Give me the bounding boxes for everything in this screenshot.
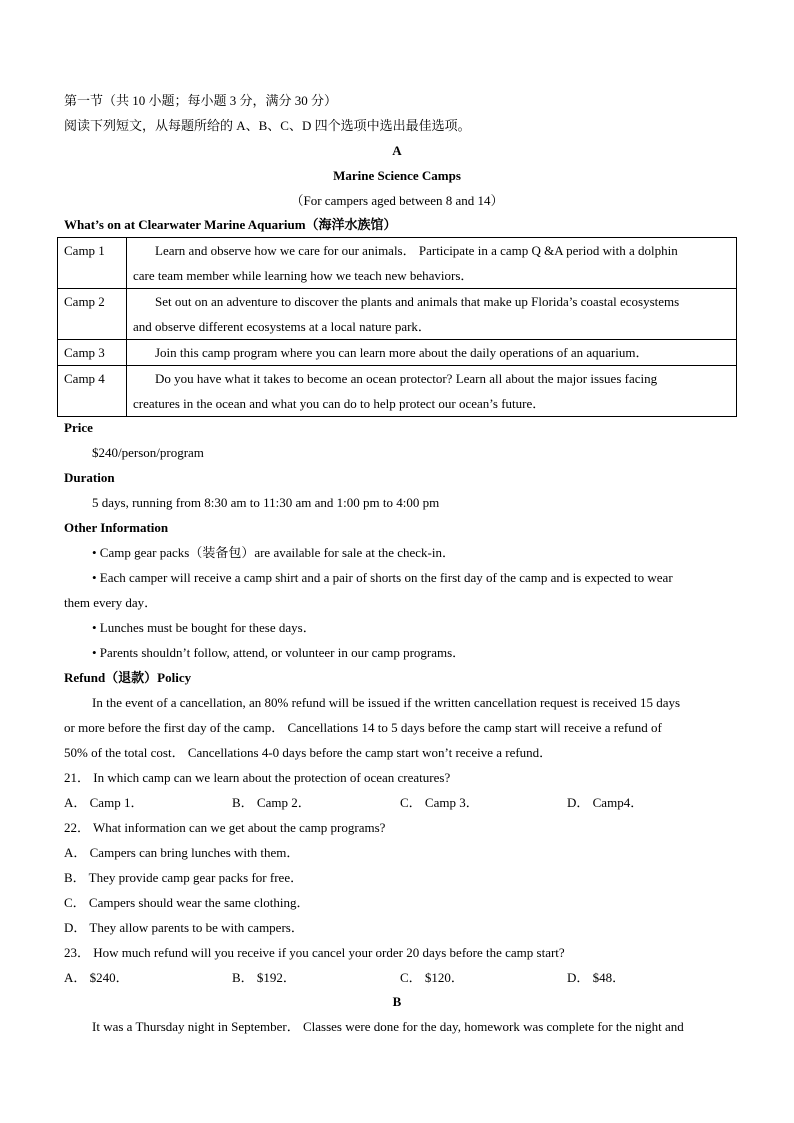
passage-a-subtitle: （For campers aged between 8 and 14） [290,193,504,208]
price-heading: Price [64,420,93,435]
camp-desc-line: Set out on an adventure to discover the plants and animals that make up Florida’s coastal ecosystems [155,294,680,309]
table-row [58,289,737,340]
camp-desc-line: Do you have what it takes to become an ocean protector? Learn all about the major issues facing [155,371,658,386]
other-info-item-cont: them every day． [64,595,158,610]
camp-description [127,366,737,417]
camp-description [127,289,737,340]
option-d[interactable]: D． Camp4． [567,795,644,810]
refund-line: In the event of a cancellation, an 80% refund will be issued if the written cancellation request is received 15 days [92,695,681,710]
table-row [58,340,737,366]
camp-desc-line: care team member while learning how we teach new behaviors． [133,268,474,283]
camp-name: Camp 2 [58,289,127,340]
question-stem: 21． In which camp can we learn about the protection of ocean creatures? [64,770,451,785]
question-options [64,790,736,815]
duration-heading: Duration [64,470,115,485]
camp-name: Camp 3 [58,340,127,366]
refund-line: 50% of the total cost． Cancellations 4-0 days before the camp start won’t receive a refund． [64,745,553,760]
camp-description [127,340,737,366]
option-d[interactable]: D． They allow parents to be with campers． [64,920,304,935]
camp-name: Camp 1 [58,238,127,289]
refund-line: or more before the first day of the camp． Cancellations 14 to 5 days before the camp start will receive a refund of [64,720,662,735]
option-a[interactable]: A． $240． [64,970,129,985]
price-text: $240/person/program [92,445,204,460]
whats-on-heading: What’s on at Clearwater Marine Aquarium（海洋水族馆） [64,217,397,232]
camp-desc-line: Learn and observe how we care for our animals． Participate in a camp Q &A period with a dolphin [155,243,678,258]
option-b[interactable]: B． Camp 2． [232,795,311,810]
option-d[interactable]: D． $48． [567,970,626,985]
camp-description [127,238,737,289]
passage-b-letter: B [392,994,402,1009]
section-header: 第一节（共 10 小题；每小题 3 分，满分 30 分） [64,93,338,108]
other-info-item: • Parents shouldn’t follow, attend, or volunteer in our camp programs． [92,645,466,660]
option-b[interactable]: B． $192． [232,970,296,985]
option-c[interactable]: C． Camp 3． [400,795,479,810]
camp-desc-line: creatures in the ocean and what you can do to help protect our ocean’s future． [133,396,546,411]
passage-b-first-line: It was a Thursday night in September． Classes were done for the day, homework was complete for the night and [92,1019,684,1034]
other-info-item: • Lunches must be bought for these days． [92,620,316,635]
table-row [58,366,737,417]
option-a[interactable]: A． Campers can bring lunches with them． [64,845,300,860]
option-c[interactable]: C． $120． [400,970,464,985]
other-info-heading: Other Information [64,520,169,535]
other-info-item: • Camp gear packs（装备包）are available for sale at the check-in． [92,545,455,560]
passage-a-title: Marine Science Camps [333,168,461,183]
passage-a-letter: A [392,143,402,158]
camp-desc-line: Join this camp program where you can learn more about the daily operations of an aquarium． [155,345,649,360]
refund-heading: Refund（退款）Policy [64,670,192,685]
other-info-item: • Each camper will receive a camp shirt and a pair of shorts on the first day of the camp and is expected to wear [92,570,673,585]
camp-name: Camp 4 [58,366,127,417]
table-row [58,238,737,289]
option-a[interactable]: A． Camp 1． [64,795,144,810]
duration-text: 5 days, running from 8:30 am to 11:30 am and 1:00 pm to 4:00 pm [92,495,440,510]
question-stem: 22． What information can we get about the camp programs? [64,820,386,835]
question-stem: 23． How much refund will you receive if you cancel your order 20 days before the camp start? [64,945,565,960]
camp-desc-line: and observe different ecosystems at a local nature park． [133,319,431,334]
instruction: 阅读下列短文，从每题所给的 A、B、C、D 四个选项中选出最佳选项。 [64,118,471,133]
camps-table [57,237,737,417]
question-options [64,965,736,990]
option-b[interactable]: B． They provide camp gear packs for free． [64,870,304,885]
option-c[interactable]: C． Campers should wear the same clothing． [64,895,310,910]
